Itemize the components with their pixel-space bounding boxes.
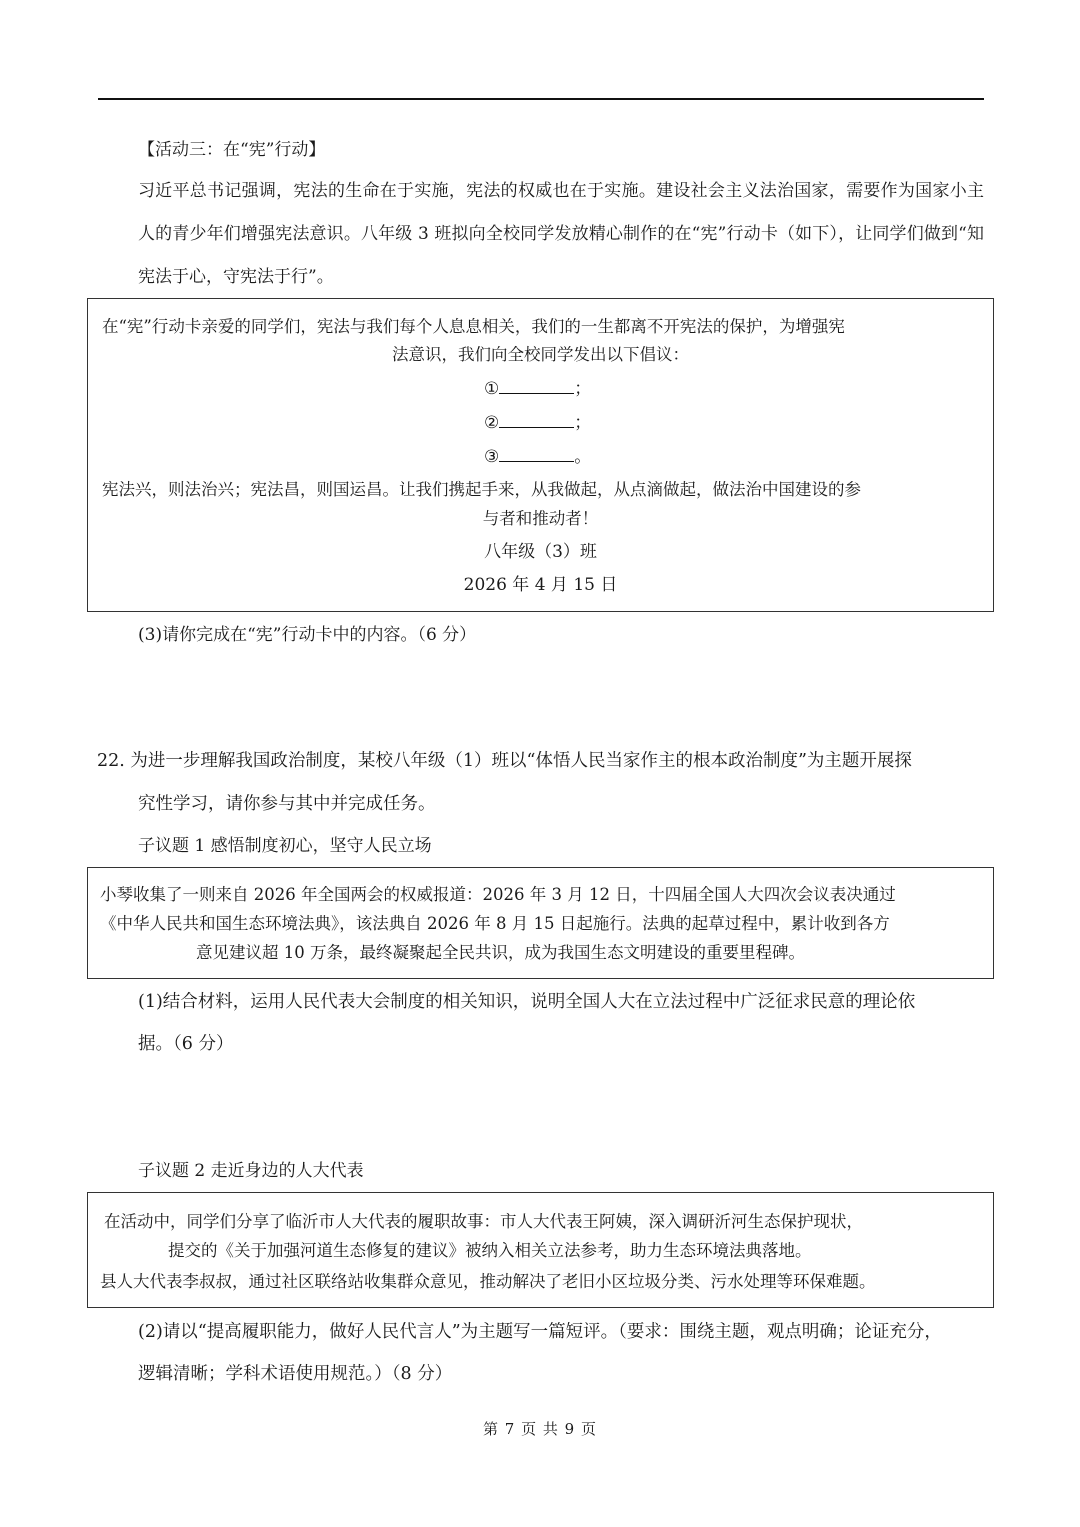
header-rule xyxy=(98,98,984,100)
sub-topic-2-title: 子议题 2 走近身边的人大代表 xyxy=(138,1161,364,1181)
page-number: 第 7 页 共 9 页 xyxy=(483,1420,597,1438)
card-item-1 xyxy=(484,379,591,399)
action-card xyxy=(87,298,994,612)
q22-part1-line1: (1)结合材料，运用人民代表大会制度的相关知识，说明全国人大在立法过程中广泛征求民意的理论依 xyxy=(138,992,916,1012)
question-3: (3)请你完成在“宪”行动卡中的内容。（6 分） xyxy=(138,625,477,645)
item3-end: 。 xyxy=(574,447,592,467)
card-line1: 在“宪”行动卡亲爱的同学们，宪法与我们每个人息息相关，我们的一生都离不开宪法的保护，为增强宪 xyxy=(102,317,845,336)
sub-topic-1-title: 子议题 1 感悟制度初心，坚守人民立场 xyxy=(138,836,432,856)
card-closing2: 与者和推动者！ xyxy=(482,509,599,528)
material2-line3: 县人大代表李叔叔，通过社区联络站收集群众意见，推动解决了老旧小区垃圾分类、污水处理等环保难题。 xyxy=(100,1272,876,1291)
q22-intro-line1: 22. 为进一步理解我国政治制度，某校八年级（1）班以“体悟人民当家作主的根本政治制度”为主题开展探 xyxy=(97,751,912,771)
item1-blank xyxy=(499,379,574,394)
material1-line1: 小琴收集了一则来自 2026 年全国两会的权威报道：2026 年 3 月 12 日，十四届全国人大四次会议表决通过 xyxy=(100,885,896,904)
q22-part2-line1: (2)请以“提高履职能力，做好人民代言人”为主题写一篇短评。（要求：围绕主题，观点明确；论证充分， xyxy=(138,1322,942,1342)
card-item-2 xyxy=(484,413,591,433)
activity3-intro: 习近平总书记强调，宪法的生命在于实施，宪法的权威也在于实施。建设社会主义法治国家，需要作为国家小主人的青少年们增强宪法意识。八年级 3 班拟向全校同学发放精心制作的在“宪”行动卡（如下），让同学们做到“知宪法于心，守宪法于行”。 xyxy=(138,181,984,287)
material2-line2: 提交的《关于加强河道生态修复的建议》被纳入相关立法参考，助力生态环境法典落地。 xyxy=(168,1241,812,1260)
material-2-box xyxy=(87,1192,994,1308)
q22-intro-line2: 究性学习，请你参与其中并完成任务。 xyxy=(138,794,436,814)
item2-blank xyxy=(499,413,574,428)
card-date: 2026 年 4 月 15 日 xyxy=(463,575,618,595)
material1-line2: 《中华人民共和国生态环境法典》，该法典自 2026 年 8 月 15 日起施行。法典的起草过程中，累计收到各方 xyxy=(100,914,890,933)
item3-marker: ③ xyxy=(484,447,500,467)
material2-line1: 在活动中，同学们分享了临沂市人大代表的履职故事：市人大代表王阿姨，深入调研沂河生态保护现状， xyxy=(104,1212,863,1231)
item1-marker: ① xyxy=(484,379,500,399)
item3-blank xyxy=(499,447,574,462)
item2-marker: ② xyxy=(484,413,500,433)
activity3-heading: 【活动三：在“宪”行动】 xyxy=(138,140,326,160)
card-signature: 八年级（3）班 xyxy=(484,542,597,562)
q22-part2-line2: 逻辑清晰；学科术语使用规范。）（8 分） xyxy=(138,1364,453,1384)
card-item-3 xyxy=(484,447,591,467)
item1-end: ； xyxy=(574,379,592,399)
card-closing1: 宪法兴，则法治兴；宪法昌，则国运昌。让我们携起手来，从我做起，从点滴做起，做法治中国建设的参 xyxy=(102,480,861,499)
card-line2: 法意识，我们向全校同学发出以下倡议： xyxy=(392,345,689,364)
item2-end: ； xyxy=(574,413,592,433)
q22-part1-line2: 据。（6 分） xyxy=(138,1034,234,1054)
material-1-box xyxy=(87,867,994,979)
material1-line3: 意见建议超 10 万条，最终凝聚起全民共识，成为我国生态文明建设的重要里程碑。 xyxy=(196,943,805,962)
